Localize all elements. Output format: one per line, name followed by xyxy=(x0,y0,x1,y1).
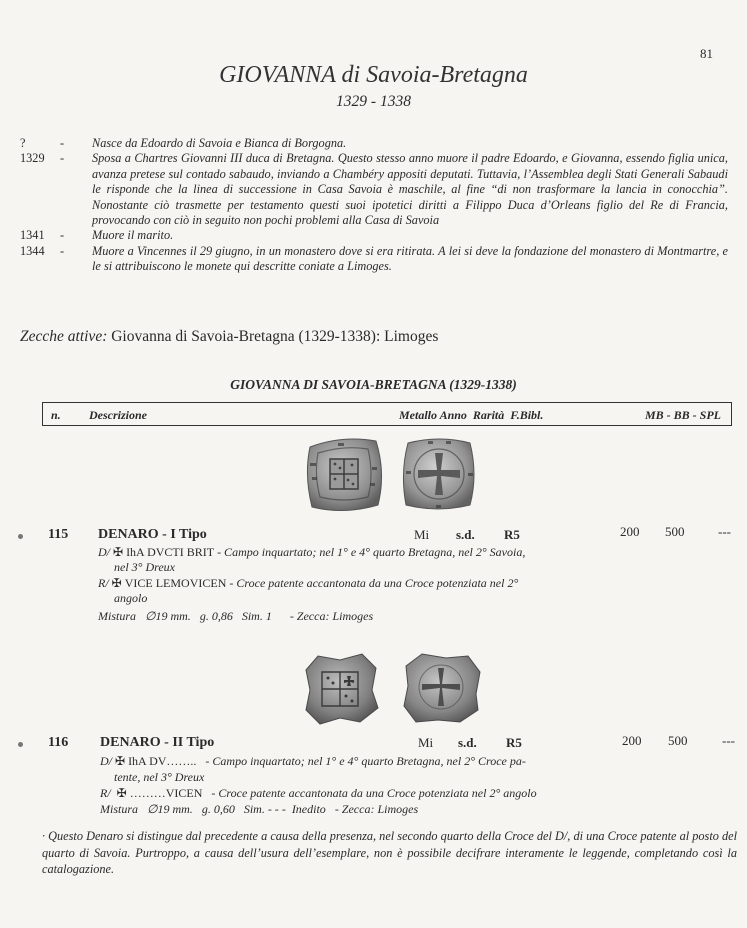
entry-115-price-spl: --- xyxy=(718,524,731,539)
entry-116-obverse xyxy=(100,754,526,769)
meta-weight: g. 0,60 xyxy=(201,802,235,816)
table-header xyxy=(42,402,732,426)
chronology-dash: - xyxy=(60,136,65,150)
entry-116-year: s.d. xyxy=(458,735,477,750)
chronology-item xyxy=(20,151,728,228)
cross-icon: ✠ xyxy=(111,576,122,590)
chronology-date: 1341 xyxy=(20,228,45,243)
header-rarity: Rarità xyxy=(472,408,505,422)
chronology-item xyxy=(20,244,728,275)
meta-sim: Sim. - - xyxy=(243,802,279,816)
header-year: Anno xyxy=(439,408,467,422)
entry-116-meta: Mistura ∅19 mm. g. 0,60 Sim. - - - Inedito - Zecca: Limoges xyxy=(100,802,419,816)
entry-116-reverse xyxy=(100,786,537,801)
coin-115-reverse-image xyxy=(398,433,480,515)
active-mints xyxy=(20,328,438,346)
cross-icon: ✠ xyxy=(113,545,124,559)
header-columns xyxy=(399,408,543,423)
chronology-text: Muore a Vincennes il 29 giugno, in un monastero dove si era ritirata. A lei si deve la fondazione del monastero di Montmartre, e le si attribuiscono le monete qui descritte coniate a Limoges. xyxy=(92,243,728,274)
active-mints-label: Zecche attive: xyxy=(20,328,108,345)
reign-years: 1329 - 1338 xyxy=(336,93,411,110)
obverse-prefix: D/ xyxy=(98,545,110,559)
entry-116-price-mb: 200 xyxy=(622,733,642,748)
chronology-item xyxy=(20,228,728,243)
entry-116-price-bb: 500 xyxy=(668,733,688,748)
reverse-description: - Croce patente accantonata da una Croce potenziata nel 2° angolo xyxy=(211,786,537,800)
meta-metal: Mistura xyxy=(98,609,137,623)
entry-115-reverse-cont: angolo xyxy=(114,591,148,605)
chronology-dash: - xyxy=(60,228,65,243)
margin-bullet xyxy=(18,742,23,747)
chronology-date: ? xyxy=(20,136,26,150)
entry-115-title: DENARO - I Tipo xyxy=(98,527,207,542)
coin-116-reverse-image xyxy=(398,650,484,726)
coin-115-obverse-image xyxy=(302,433,388,515)
meta-sim: Sim. 1 xyxy=(241,609,272,623)
entry-116-rarity: R5 xyxy=(506,735,522,750)
meta-mint: - Zecca: Limoges xyxy=(334,802,419,816)
margin-bullet xyxy=(18,534,23,539)
chronology-date: 1344 xyxy=(20,243,45,258)
header-number: n. xyxy=(51,408,61,422)
entry-115-meta xyxy=(98,609,373,624)
meta-metal: Mistura xyxy=(100,802,139,816)
chronology-text: Sposa a Chartres Giovanni III duca di Bretagna. Questo stesso anno muore il padre Edoardo, e Giovanna, essendo figlia unica, avanza pretese sul contado sabaudo, inviando a Chambéry appositi deputati. Tuttavia, l’Assemblea degli Stati Generali Sabaudi le risponde che la linea di successione in Casa Savoia è maschile, al fine “di non trasformare la lancia in conocchia”. Nonostante ciò trasmette per testamento questi suoi ipotetici diritti a Filippo Duca d’Orleans figlio del Re di Francia, provocando con ciò in seguito non pochi problemi alla Casa di Savoia xyxy=(92,151,728,228)
reverse-prefix: R/ xyxy=(98,576,109,590)
obverse-prefix: D/ xyxy=(100,754,112,768)
header-prices: MB - BB - SPL xyxy=(644,408,721,422)
page-number: 81 xyxy=(700,46,713,61)
entry-115-obverse xyxy=(98,545,525,560)
entry-116-number: 116 xyxy=(48,735,69,750)
entry-115-price-bb: 500 xyxy=(665,524,685,539)
entry-116-title: DENARO - II Tipo xyxy=(100,735,215,750)
chronology-text: Nasce da Edoardo di Savoia e Bianca di Borgogna. xyxy=(92,136,347,150)
page-title: GIOVANNA di Savoia-Bretagna xyxy=(219,62,528,88)
header-metal: Metallo xyxy=(399,408,437,422)
active-mints-value: Giovanna di Savoia-Bretagna (1329-1338): Limoges xyxy=(111,328,439,345)
coin-116-obverse-image xyxy=(300,650,382,728)
meta-diameter: ∅19 mm. xyxy=(147,802,193,816)
reverse-legend: ………VICEN xyxy=(129,786,203,800)
cross-icon: ✠ xyxy=(116,786,127,800)
meta-weight: g. 0,86 xyxy=(199,609,233,623)
section-title: GIOVANNA DI SAVOIA-BRETAGNA (1329-1338) xyxy=(230,377,517,392)
entry-115-year: s.d. xyxy=(456,527,475,542)
chronology-dash: - xyxy=(60,243,65,258)
entry-115-metal: Mi xyxy=(414,527,430,542)
obverse-description: - Campo inquartato; nel 1° e 4° quarto Bretagna, nel 2° Croce pa- xyxy=(205,754,526,768)
entry-115-price-mb: 200 xyxy=(620,524,640,539)
chronology-date: 1329 xyxy=(20,151,45,166)
reverse-legend: VICE LEMOVICEN xyxy=(124,576,227,590)
chronology-item xyxy=(20,136,728,151)
entry-116-price-spl: --- xyxy=(722,733,735,748)
entry-115-rarity: R5 xyxy=(504,527,520,542)
entry-116-metal: Mi xyxy=(418,735,434,750)
header-bibliography: F.Bibl. xyxy=(510,408,544,422)
meta-inedito: Inedito xyxy=(291,802,326,816)
header-description: Descrizione xyxy=(89,408,147,422)
entry-115-obverse-cont: nel 3° Dreux xyxy=(114,560,176,574)
entry-116-obverse-cont: tente, nel 3° Dreux xyxy=(114,770,205,784)
entry-115-number: 115 xyxy=(48,527,69,542)
cross-icon: ✠ xyxy=(115,754,126,768)
meta-diameter: ∅19 mm. xyxy=(145,609,191,623)
obverse-description: - Campo inquartato; nel 1° e 4° quarto Bretagna, nel 2° Savoia, xyxy=(217,545,526,559)
meta-mint: - Zecca: Limoges xyxy=(289,609,374,623)
obverse-legend: IhA DV…….. xyxy=(128,754,197,768)
obverse-legend: IhA DVCTI BRIT xyxy=(126,545,215,559)
reverse-description: - Croce patente accantonata da una Croce potenziata nel 2° xyxy=(229,576,519,590)
chronology-dash: - xyxy=(60,151,65,166)
footnote: · Questo Denaro si distingue dal precedente a causa della presenza, nel secondo quarto della Croce del D/, di una Croce patente al posto del quarto di Savoia. Purtroppo, a causa dell’usura dell’esemplare, non è possibile decifrare interamente le leggende, completando così la catalogazione. xyxy=(42,829,737,877)
reverse-prefix: R/ xyxy=(100,786,111,800)
chronology-text: Muore il marito. xyxy=(92,228,174,243)
chronology xyxy=(20,136,728,275)
entry-115-reverse xyxy=(98,576,518,591)
